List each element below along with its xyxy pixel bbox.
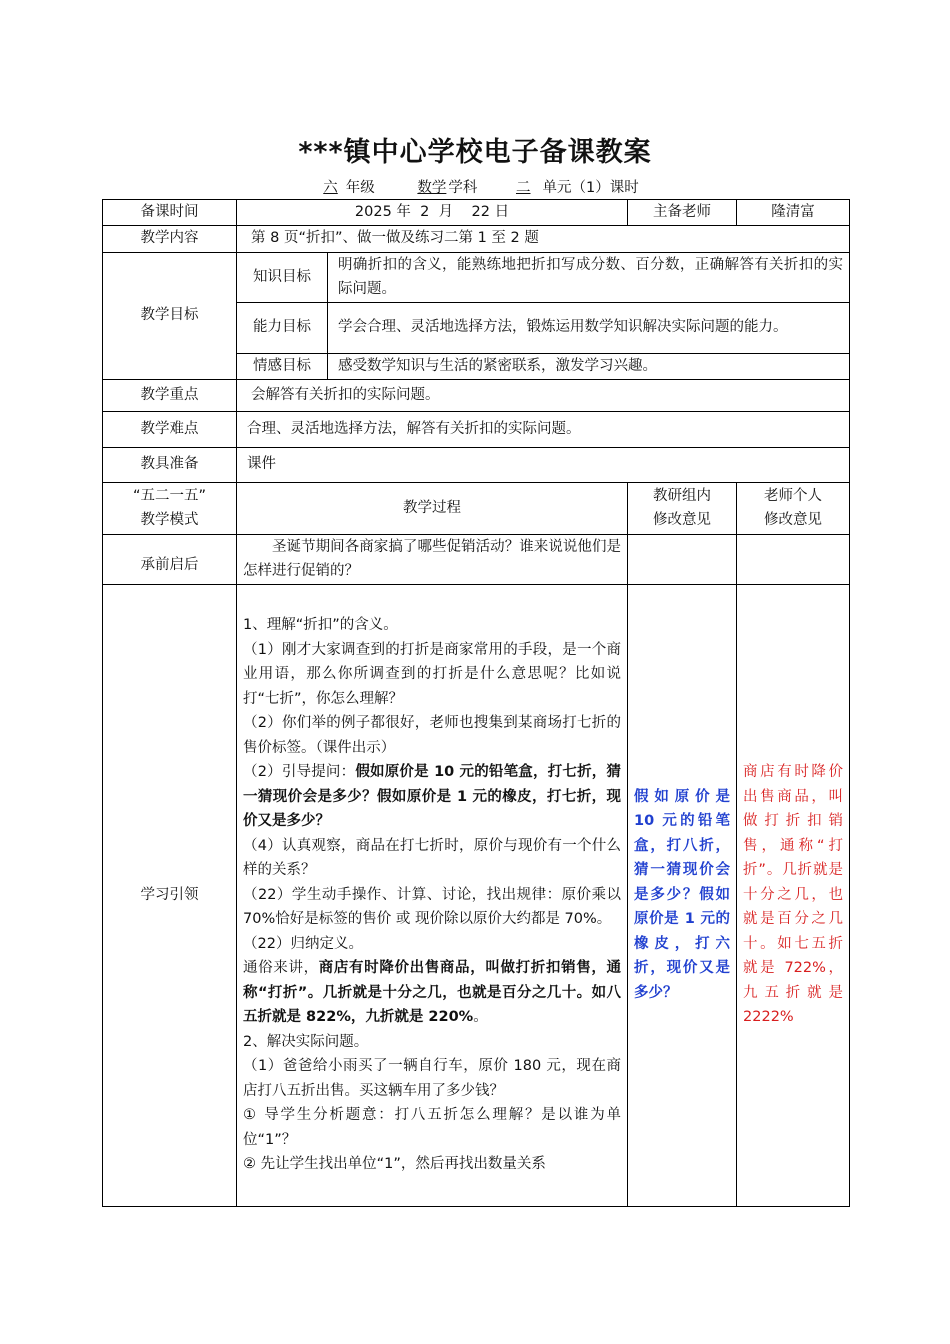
content-row: [103, 225, 850, 252]
lead-paragraph: （2）你们举的例子都很好，老师也搜集到某商场打七折的售价标签。（课件出示）: [243, 715, 622, 756]
process-header-row: [103, 482, 850, 534]
lead-process: [237, 584, 628, 1206]
content-label: 教学内容: [103, 225, 237, 252]
prep-time-row: [103, 200, 850, 226]
goal-text: 明确折扣的含义，能熟练地把折扣写成分数、百分数，正确解答有关折扣的实际问题。: [328, 252, 850, 302]
lead-paragraph: （1）爸爸给小雨买了一辆自行车，原价 180 元，现在商店打八五折出售。买这辆车用了多少钱？: [243, 1058, 622, 1099]
unit-suffix: 单元（1）课时: [542, 180, 639, 196]
course-info-line: [0, 176, 950, 197]
intro-label: 承前启后: [103, 534, 237, 584]
key-point-label: 教学重点: [103, 379, 237, 411]
lead-paragraph: 通俗来讲，商店有时降价出售商品，叫做打折扣销售，通称“打折”。几折就是十分之几，也就是百分之几十。如八五折就是 822%，九折就是 220%。: [243, 960, 622, 1026]
prep-time-value: 2025 年 2 月 22 日: [237, 200, 628, 226]
process-header: 教学过程: [237, 482, 628, 534]
intro-group-opinion: [628, 534, 737, 584]
key-point-value: 会解答有关折扣的实际问题。: [237, 379, 850, 411]
lead-label: 学习引领: [103, 584, 237, 1206]
difficulty-value: 合理、灵活地选择方法，解答有关折扣的实际问题。: [237, 411, 850, 447]
intro-personal-opinion: [737, 534, 850, 584]
goal-text: 感受数学知识与生活的紧密联系，激发学习兴趣。: [328, 353, 850, 379]
personal-opinion-note: 商店有时降价出售商品，叫做打折扣销售，通称“打折”。几折就是十分之几，也就是百分之几十。如七五折就是 722%，九五折就是 2222%: [737, 584, 850, 1206]
difficulty-row: [103, 411, 850, 447]
mode-header: “五二一五” 教学模式: [103, 482, 237, 534]
lead-paragraph: ① 导学生分析题意：打八五折怎么理解？是以谁为单位“1”？: [243, 1107, 622, 1148]
intro-row: [103, 534, 850, 584]
teacher-value: 隆清富: [737, 200, 850, 226]
group-opinion-note: 假如原价是 10 元的铅笔盒，打八折，猜一猜现价会是多少？假如原价是 1 元的橡皮，打六折，现价又是多少？: [628, 584, 737, 1206]
lead-paragraph: （1）刚才大家调查到的打折是商家常用的手段，是一个商业用语，那么你所调查到的打折是什么意思呢？比如说打“七折”，你怎么理解？: [243, 641, 622, 707]
goal-row-knowledge: [103, 252, 850, 302]
goal-text: 学会合理、灵活地选择方法，锻炼运用数学知识解决实际问题的能力。: [328, 302, 850, 353]
prep-time-label: 备课时间: [103, 200, 237, 226]
goal-label: 能力目标: [237, 302, 328, 353]
grade-suffix: 年级: [345, 180, 375, 196]
tools-row: [103, 447, 850, 482]
lead-paragraph: （4）认真观察，商品在打七折时，原价与现价有一个什么样的关系？: [243, 837, 622, 879]
lead-row: [103, 584, 850, 1206]
group-opinion-header: 教研组内 修改意见: [628, 482, 737, 534]
goal-label: 情感目标: [237, 353, 328, 379]
teacher-label: 主备老师: [628, 200, 737, 226]
tools-label: 教具准备: [103, 447, 237, 482]
lead-paragraph: ② 先让学生找出单位“1”，然后再找出数量关系: [243, 1156, 546, 1173]
grade-value: 六: [323, 180, 338, 196]
goal-label: 知识目标: [237, 252, 328, 302]
lesson-plan-table: [102, 199, 850, 1207]
tools-value: 课件: [237, 447, 850, 482]
page-title: ***镇中心学校电子备课教案: [298, 137, 652, 168]
unit-value: 二: [515, 180, 531, 196]
goals-label: 教学目标: [103, 252, 237, 379]
intro-text: 圣诞节期间各商家搞了哪些促销活动？谁来说说他们是怎样进行促销的？: [237, 534, 628, 584]
key-point-row: [103, 379, 850, 411]
lead-paragraph: （22）归纳定义。: [243, 935, 363, 952]
lead-paragraph: 1、理解“折扣”的含义。: [243, 617, 398, 634]
subject-suffix: 学科: [448, 180, 478, 196]
subject-value: 数学: [417, 180, 447, 196]
difficulty-label: 教学难点: [103, 411, 237, 447]
content-value: 第 8 页“折扣”、做一做及练习二第 1 至 2 题: [237, 225, 850, 252]
lead-paragraph: （2）引导提问：假如原价是 10 元的铅笔盒，打七折，猜一猜现价会是多少？假如原价是 1 元的橡皮，打七折，现价又是多少？: [243, 764, 622, 830]
lead-paragraph: （22）学生动手操作、计算、讨论，找出规律：原价乘以 70%恰好是标签的售价 或 现价除以原价大约都是 70%。: [243, 886, 622, 928]
personal-opinion-header: 老师个人 修改意见: [737, 482, 850, 534]
lead-paragraph: 2、解决实际问题。: [243, 1033, 369, 1050]
